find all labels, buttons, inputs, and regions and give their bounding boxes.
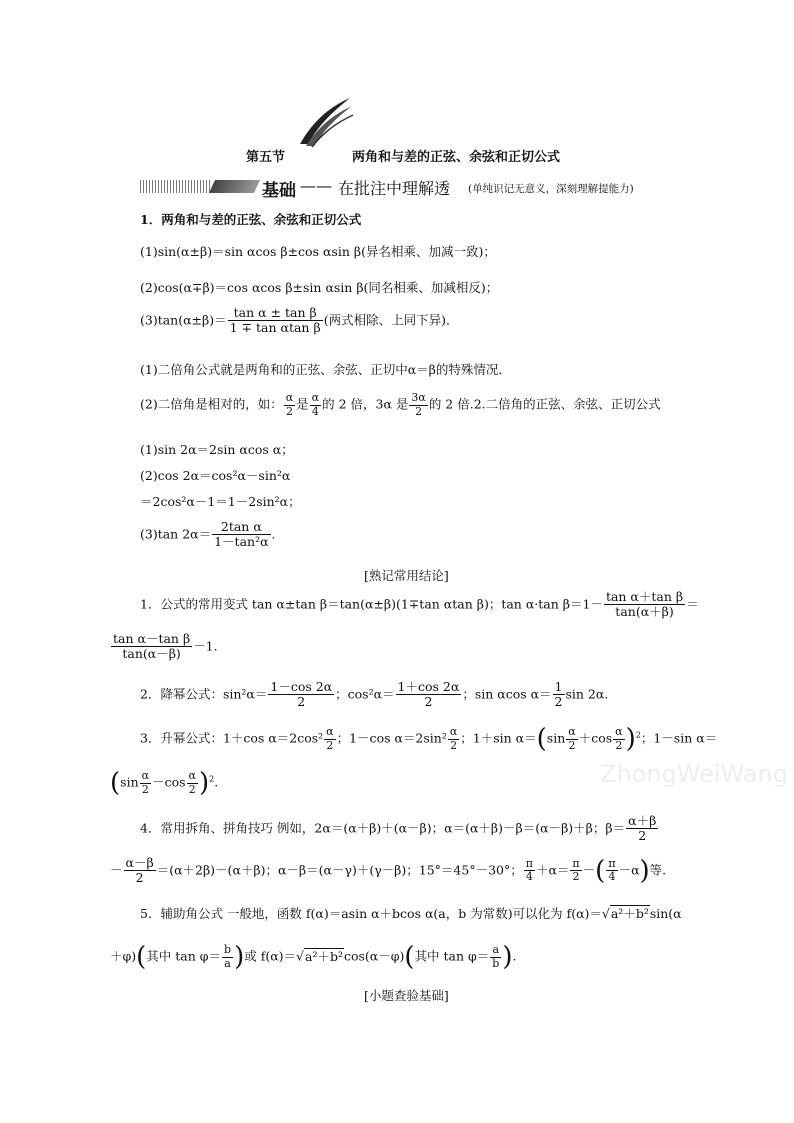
frac-alpha: α (615, 725, 623, 738)
c1-prefix: 1．公式的常用变式 tan α±tan β＝tan(α±β)(1∓tan αtan β)；tan α·tan β＝1－ (140, 596, 603, 612)
c3-end: . (214, 774, 219, 790)
frac-b: b (492, 956, 500, 970)
c4-mid: ＝(α＋2β)－(α＋β)；α－β＝(α－γ)＋(γ－β)；15°＝45°－30°； (156, 862, 523, 878)
frac-alpha: α (568, 725, 576, 738)
conclusion-3-line-2: (sin $\frac{\alpha}{2}$ －cos $\frac{\alpha}{2}$ )$^2$. (110, 768, 219, 799)
c4-numerator-1: α＋β (628, 813, 657, 828)
c4-prefix: 4．常用拆角、拼角技巧 例如，2α＝(α＋β)＋(α－β)；α＝(α＋β)－β＝(α－β)＋β；β＝ (140, 820, 626, 836)
c2-mid-2: ；sin αcos α＝ (462, 686, 552, 702)
frac-two: 2 (572, 870, 580, 884)
note-2-is: 是 (296, 396, 309, 412)
frac-alpha: α (141, 769, 150, 782)
formula-cos-sum: (2)cos(α∓β)＝cos αcos β±sin αsin β(同名相乘、加减相反)； (140, 280, 499, 295)
double-angle-note-2 (140, 392, 661, 418)
c5-sin-tail: sin(α (649, 906, 682, 921)
c3-square: 2 (209, 774, 215, 784)
frac-two: 2 (568, 738, 576, 752)
c4-denominator-2: 2 (135, 870, 144, 886)
tan-double-numerator: 2tan α (212, 520, 270, 535)
frac-two: 2 (141, 782, 149, 796)
c5-phi: ＋φ) (110, 948, 137, 964)
conclusion-5-line-2: ＋φ)(其中 tan φ＝ $\frac{b}{a}$ )或 f(α)＝√a²＋b²cos(α－φ)(其中 tan φ＝ $\frac{a}{b}$ ). (110, 942, 517, 973)
c2-denominator-2: 2 (424, 694, 433, 710)
c3-cos: cos (164, 774, 186, 790)
tan-double-denominator: 1－tan²α (214, 534, 269, 550)
banner-subtitle: 在批注中理解透 (338, 179, 451, 198)
tan-sum-denominator: 1 ∓ tan αtan β (229, 320, 321, 336)
formula-sin-double: (1)sin 2α＝2sin αcos α； (140, 442, 294, 457)
c5-where-2: 其中 tan φ＝ (414, 948, 490, 964)
frac-two: 2 (188, 782, 196, 796)
book-logo-icon (298, 96, 354, 148)
c2-denominator-1: 2 (297, 694, 306, 710)
c2-suffix: sin 2α. (565, 686, 609, 702)
tan-double-end: . (271, 526, 276, 542)
c3-sin: sin (120, 774, 139, 790)
c2-numerator-1: 1－cos 2α (270, 679, 333, 694)
section-number: 第五节 (246, 150, 286, 165)
c4-denominator-1: 2 (638, 828, 647, 844)
c3-mid-1: ；1－cos α＝2sin² (336, 730, 447, 746)
banner-note: (单纯识记无意义，深刻理解提能力) (468, 183, 634, 195)
c1-numerator-1: tan α＋tan β (605, 589, 684, 604)
frac-alpha: α (285, 391, 294, 404)
conclusion-3-line-1: 3．升幂公式：1＋cos α＝2cos² $\frac{\alpha}{2}$ ；1－cos α＝2sin² $\frac{\alpha}{2}$ ；1＋sin α＝(sin $\frac{\alpha}{2}$ ＋cos $\frac{\alpha}{2}$ )$^2$；1－sin α＝ (140, 724, 718, 755)
c2-prefix: 2．降幂公式：sin²α＝ (140, 686, 268, 702)
c3-prefix: 3．升幂公式：1＋cos α＝2cos² (140, 730, 324, 746)
frac-two: 2 (415, 404, 423, 418)
formula-sin-sum: (1)sin(α±β)＝sin αcos β±cos αsin β(异名相乘、加减一致)； (140, 244, 496, 259)
banner-label: 基础 (262, 181, 296, 201)
frac-a: a (224, 956, 231, 970)
c1-numerator-2: tan α－tan β (113, 631, 191, 646)
c1-denominator-2: tan(α－β) (122, 646, 181, 662)
frac-two: 2 (615, 738, 623, 752)
conclusions-title: [熟记常用结论] (364, 568, 449, 583)
conclusion-4-line-1 (140, 814, 659, 844)
formula-cos-double: (2)cos 2α＝cos²α－sin²α (140, 468, 291, 483)
c5-cos-form: cos(α－φ) (343, 948, 405, 964)
frac-alpha: α (449, 725, 458, 738)
c4-minus: － (110, 862, 123, 878)
banner-dash: —— (300, 176, 332, 195)
c1-equals: ＝ (686, 596, 699, 612)
c5-where-1: 其中 tan φ＝ (146, 948, 222, 964)
c3-minus: － (152, 774, 165, 790)
c4-suffix: 等. (649, 862, 667, 878)
c4-plus-alpha: ＋α＝ (535, 862, 570, 878)
c2-numerator-2: 1＋cos 2α (397, 679, 460, 694)
c5-or: 或 f(α)＝ (244, 948, 297, 964)
conclusion-5-line-1: 5．辅助角公式 一般地，函数 f(α)＝asin α＋bcos α(a，b 为常数)可以化为 f(α)＝√a²＋b²sin(α (140, 906, 682, 921)
c3-mid-3: ；1－sin α＝ (640, 730, 718, 746)
c5-end: . (512, 948, 517, 964)
tan-sum-note: (两式相除、上同下异)． (323, 312, 459, 328)
frac-alpha: α (326, 725, 334, 738)
c3-cos: cos (591, 730, 613, 746)
watermark: ZhongWeiWang (600, 760, 788, 788)
page-title: 两角和与差的正弦、余弦和正切公式 (352, 150, 561, 165)
c2-numerator-3: 1 (554, 679, 563, 694)
frac-four: 4 (608, 870, 616, 884)
formula-tan-double (140, 520, 276, 550)
c4-minus-alpha: －α (618, 862, 640, 878)
note-2-suffix: 的 2 倍.2.二倍角的正弦、余弦、正切公式 (428, 396, 661, 412)
tan-sum-numerator: tan α ± tan β (228, 306, 323, 321)
c3-mid-2: ；1＋sin α＝ (460, 730, 537, 746)
frac-four: 4 (311, 404, 319, 418)
frac-alpha: α (188, 769, 196, 782)
conclusion-2 (140, 680, 608, 710)
frac-two: 2 (326, 738, 334, 752)
frac-b: b (224, 943, 232, 956)
note-2-prefix: (2)二倍角是相对的，如： (140, 396, 283, 412)
c4-numerator-2: α－β (125, 855, 154, 870)
c2-mid-1: ；cos²α＝ (335, 686, 395, 702)
conclusion-1-line-1 (140, 590, 699, 620)
frac-pi: π (525, 856, 533, 870)
frac-pi: π (608, 856, 616, 870)
frac-three-alpha: 3α (411, 391, 426, 404)
c5-root-2: a²＋b² (305, 948, 343, 964)
c4-minus-2: － (582, 862, 596, 878)
note-2-mid: 的 2 倍，3α 是 (322, 396, 409, 412)
footer-title: [小题查验基础] (364, 988, 449, 1003)
c1-suffix: －1. (193, 638, 218, 654)
double-angle-note-1: (1)二倍角公式就是两角和的正弦、余弦、正切中α＝β的特殊情况． (140, 362, 511, 377)
section-banner (140, 176, 660, 201)
tan-double-lhs: (3)tan 2α＝ (140, 526, 212, 542)
frac-two: 2 (285, 404, 293, 418)
conclusion-4-line-2: － $\frac{\alpha-\beta}{2}$ ＝(α＋2β)－(α＋β)；α－β＝(α－γ)＋(γ－β)；15°＝45°－30°； $\frac{\pi}{4}$ ＋α＝ $\frac{\pi}{2}$ －( $\frac{\pi}{4}$ －α)等. (110, 855, 667, 886)
c5-root: a²＋b² (610, 906, 649, 921)
frac-pi: π (572, 856, 580, 870)
tan-sum-lhs: (3)tan(α±β)＝ (140, 312, 227, 328)
c2-denominator-3: 2 (554, 694, 563, 710)
c3-square: 2 (635, 730, 641, 740)
frac-four: 4 (525, 870, 533, 884)
c3-sin: sin (546, 730, 566, 746)
frac-a: a (490, 944, 501, 958)
heading-1: 1．两角和与差的正弦、余弦和正切公式 (140, 212, 362, 227)
c1-denominator-1: tan(α＋β) (615, 604, 674, 620)
c3-plus: ＋ (578, 730, 592, 746)
frac-two: 2 (450, 738, 458, 752)
formula-cos-double-alt: ＝2cos²α－1＝1－2sin²α； (140, 494, 301, 509)
formula-tan-sum (140, 306, 458, 336)
conclusion-1-line-2 (110, 632, 218, 662)
frac-alpha: α (311, 391, 320, 404)
c5-prefix: 5．辅助角公式 一般地，函数 f(α)＝asin α＋bcos α(a，b 为常数)可以化为 f(α)＝ (140, 906, 602, 921)
